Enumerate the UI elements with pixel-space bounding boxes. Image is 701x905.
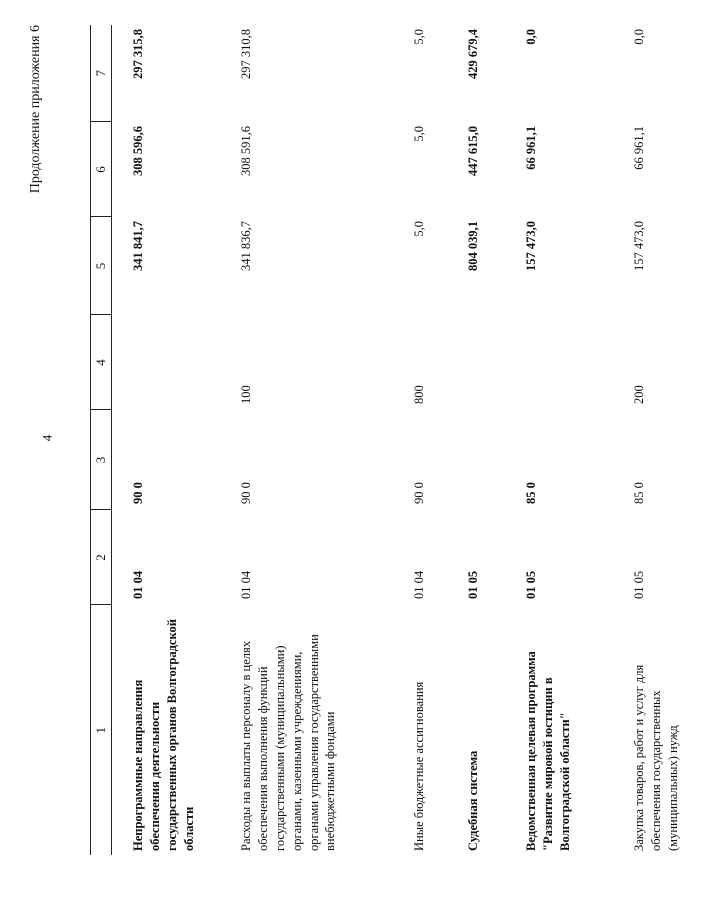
row-value-6: 66 961,1 (632, 126, 646, 170)
row-name: Расходы на выплаты персоналу в целях обеспечения выполнения функций государственными (муниципальными) органами, казенными учреждениями, органами управления государственными внебюджетными фондами (239, 634, 338, 851)
row-target (447, 410, 505, 510)
row-value-6: 308 591,6 (239, 126, 253, 176)
column-header: 3 (91, 410, 112, 510)
row-kind: 200 (632, 385, 646, 404)
budget-table (90, 25, 701, 855)
row-value-6: 308 596,6 (131, 126, 145, 176)
row-kind: 800 (412, 385, 426, 404)
row-value-5: 804 039,1 (466, 221, 480, 271)
row-value-5: 157 473,0 (632, 221, 646, 271)
row-value-7: 429 679,4 (466, 29, 480, 79)
row-name: Непрограммные направления обеспечения деятельности государственных органов Волгоградской области (131, 619, 196, 851)
table-row (447, 25, 505, 855)
row-target: 90 0 (239, 482, 253, 504)
row-kind (447, 315, 505, 410)
row-kind: 100 (239, 385, 253, 404)
row-target: 85 0 (524, 482, 538, 504)
row-value-6: 447 615,0 (466, 126, 480, 176)
row-target: 85 0 (632, 482, 646, 504)
column-header: 5 (91, 217, 112, 315)
table-row (613, 25, 701, 855)
continuation-label: Продолжение приложения 6 (28, 25, 43, 194)
row-name: Иные бюджетные ассигнования (412, 681, 426, 851)
row-section: 01 05 (524, 570, 538, 599)
row-target: 90 0 (131, 482, 145, 504)
row-kind (112, 315, 221, 410)
column-header: 2 (91, 510, 112, 605)
page-number: 4 (39, 434, 55, 442)
row-value-6: 66 961,1 (524, 126, 538, 170)
row-value-7: 297 310,8 (239, 29, 253, 79)
row-name: Судебная система (466, 750, 480, 851)
column-header: 1 (91, 605, 112, 855)
table-row (393, 25, 447, 855)
column-header: 4 (91, 315, 112, 410)
row-value-6: 5,0 (412, 126, 426, 142)
rotated-table-area (28, 25, 680, 855)
row-section: 01 04 (239, 570, 253, 599)
row-section: 01 05 (466, 570, 480, 599)
row-kind (505, 315, 613, 410)
row-value-7: 5,0 (412, 29, 426, 45)
row-name: Ведомственная целевая программа "Развитие мировой юстиции в Волгоградской области" (524, 651, 572, 851)
row-value-5: 341 836,7 (239, 221, 253, 271)
table-row (505, 25, 613, 855)
header-row (91, 25, 112, 855)
row-value-5: 341 841,7 (131, 221, 145, 271)
row-section: 01 04 (131, 570, 145, 599)
row-value-7: 0,0 (524, 29, 538, 45)
row-value-7: 297 315,8 (131, 29, 145, 79)
row-value-5: 157 473,0 (524, 221, 538, 271)
column-header: 6 (91, 122, 112, 217)
row-section: 01 05 (632, 570, 646, 599)
table-row (112, 25, 221, 855)
row-value-7: 0,0 (632, 29, 646, 45)
table-row (220, 25, 393, 855)
row-section: 01 04 (412, 570, 426, 599)
row-target: 90 0 (412, 482, 426, 504)
row-name: Закупка товаров, работ и услуг для обеспечения государственных (муниципальных) нужд (632, 664, 680, 851)
row-value-5: 5,0 (412, 221, 426, 237)
column-header: 7 (91, 25, 112, 122)
